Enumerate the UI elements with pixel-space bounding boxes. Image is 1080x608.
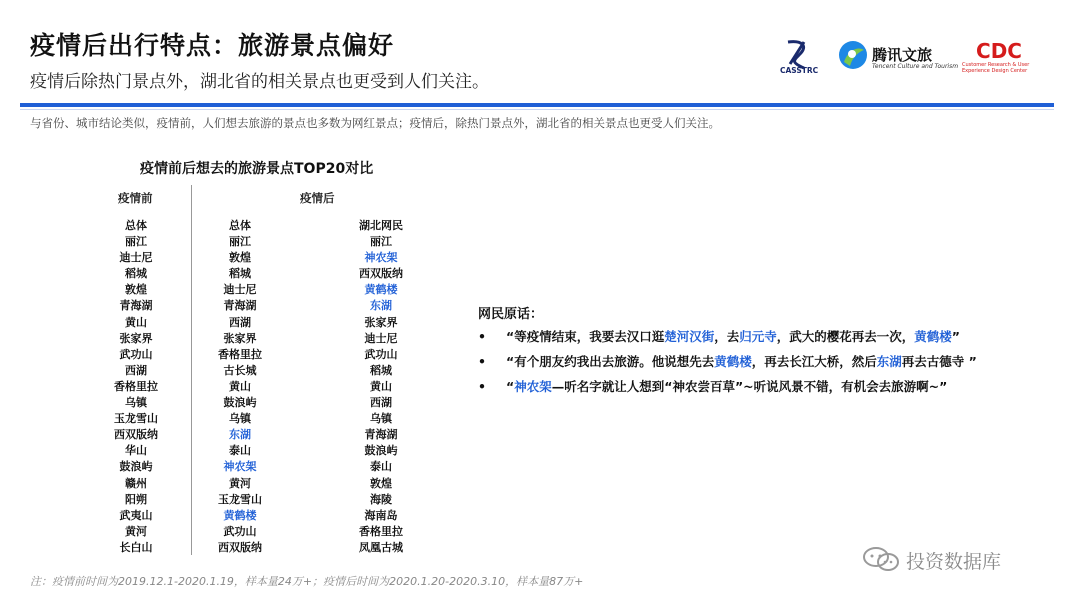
table-cell: 泰山	[370, 460, 392, 474]
cdc-logo-text: CDC	[976, 40, 1022, 62]
table-cell: 香格里拉	[218, 347, 262, 361]
table-cell: 张家界	[119, 331, 153, 345]
table-cell: 黄河	[125, 524, 147, 538]
table-cell: 黄山	[229, 379, 251, 393]
table-cell: 丽江	[370, 235, 392, 249]
table-cell: 迪士尼	[364, 331, 398, 345]
intro-text: 与省份、城市结论类似，疫情前，人们想去旅游的景点也多数为网红景点；疫情后，除热门景点外，湖北省的相关景点也更受人们关注。	[30, 116, 720, 130]
table-cell: 武夷山	[119, 508, 153, 522]
table-cell: 长白山	[119, 540, 153, 554]
table-cell: 华山	[125, 444, 147, 458]
table-cell: 鼓浪屿	[364, 444, 398, 458]
table-cell: 西湖	[370, 396, 392, 410]
bullet-icon: •	[478, 354, 486, 369]
header-accent-bar	[20, 103, 1054, 107]
cdc-logo-subtext: Customer Research & User Experience Design Center	[962, 62, 1030, 74]
quote-item	[478, 377, 947, 395]
table-cell: 青海湖	[364, 428, 398, 442]
page-subtitle: 疫情后除热门景点外，湖北省的相关景点也更受到人们关注。	[30, 72, 489, 92]
quote-text: “等疫情结束，我要去汉口逛	[506, 329, 665, 344]
quote-text: —听名字就让人想到“神农尝百草”~听说风景不错，有机会去旅游啊~”	[551, 379, 948, 394]
cdc-logo-icon	[962, 40, 1036, 62]
table-cell: 东湖	[229, 428, 251, 442]
table-cell: 海南岛	[364, 508, 398, 522]
quote-text: “有个朋友约我出去旅游。他说想先去	[506, 354, 715, 369]
table-cell: 神农架	[223, 460, 257, 474]
quote-item	[478, 327, 960, 345]
table-cell: 鼓浪屿	[223, 396, 257, 410]
page-title: 疫情后出行特点：旅游景点偏好	[30, 31, 395, 60]
tencent-culture-logo-icon	[838, 40, 868, 70]
quote-highlight: 神农架	[514, 379, 552, 394]
quote-text: “	[506, 379, 515, 394]
tencent-culture-logo-subtext: Tencent Culture and Tourism	[872, 63, 959, 70]
table-cell: 古长城	[223, 363, 257, 377]
table-cell: 西湖	[229, 315, 251, 329]
table-cell: 敦煌	[229, 251, 251, 265]
table-cell: 凤凰古城	[359, 540, 403, 554]
table-cell: 黄河	[229, 476, 251, 490]
table-cell: 青海湖	[119, 299, 153, 313]
quote-item	[478, 352, 977, 370]
table-cell: 迪士尼	[119, 251, 153, 265]
table-cell: 武功山	[223, 524, 257, 538]
quote-text: ，去	[714, 329, 740, 344]
table-cell: 黄山	[370, 379, 392, 393]
quote-highlight: 归元寺	[739, 329, 777, 344]
table-cell: 敦煌	[370, 476, 392, 490]
table-cell: 乌镇	[125, 396, 147, 410]
quote-text: ”	[951, 329, 961, 344]
after-hubei-column	[338, 218, 424, 556]
watermark-text: 投资数据库	[906, 551, 1002, 573]
table-cell: 阳朔	[125, 492, 147, 506]
table-cell: 西湖	[125, 363, 147, 377]
table-title: 疫情前后想去的旅游景点TOP20对比	[140, 161, 374, 177]
table-divider	[191, 185, 192, 555]
table-cell: 丽江	[125, 235, 147, 249]
after-total-column	[200, 218, 280, 556]
table-cell: 香格里拉	[114, 379, 158, 393]
table-cell: 张家界	[223, 331, 257, 345]
after-header: 疫情后	[300, 191, 335, 205]
quote-highlight: 黄鹤楼	[914, 329, 952, 344]
quotes-heading: 网民原话：	[478, 307, 544, 322]
table-cell: 泰山	[229, 444, 251, 458]
quote-highlight: 东湖	[876, 354, 902, 369]
table-cell: 西双版纳	[359, 267, 403, 281]
tencent-culture-logo-text: 腾讯文旅	[872, 46, 933, 64]
table-cell: 黄鹤楼	[223, 508, 257, 522]
table-cell: 香格里拉	[359, 524, 403, 538]
table-cell: 玉龙雪山	[114, 412, 158, 426]
quote-highlight: 黄鹤楼	[714, 354, 752, 369]
quote-text: ，武大的樱花再去一次，	[776, 329, 915, 344]
table-cell: 总体	[125, 219, 147, 232]
table-cell: 青海湖	[223, 299, 257, 313]
table-cell: 湖北网民	[359, 219, 403, 232]
before-column	[96, 218, 176, 556]
quote-text: ，再去长江大桥，然后	[751, 354, 877, 369]
table-cell: 海陵	[370, 492, 392, 506]
bullet-icon: •	[478, 379, 486, 394]
table-cell: 乌镇	[370, 412, 392, 426]
table-cell: 乌镇	[229, 412, 251, 426]
quote-highlight: 楚河汉街	[664, 329, 715, 344]
table-cell: 张家界	[364, 315, 398, 329]
table-cell: 赣州	[125, 476, 147, 490]
quote-text: 再去古德寺 ”	[901, 354, 977, 369]
wechat-icon	[862, 546, 902, 572]
table-cell: 敦煌	[125, 283, 147, 297]
table-cell: 东湖	[370, 299, 392, 313]
table-cell: 鼓浪屿	[119, 460, 153, 474]
table-cell: 西双版纳	[114, 428, 158, 442]
before-header: 疫情前	[118, 191, 153, 205]
table-cell: 黄山	[125, 315, 147, 329]
table-cell: 稻城	[370, 363, 392, 377]
table-cell: 丽江	[229, 235, 251, 249]
header-thin-rule	[20, 109, 1054, 110]
footnote: 注：疫情前时间为2019.12.1-2020.1.19，样本量24万+；疫情后时间为2020.1.20-2020.3.10，样本量87万+	[30, 575, 584, 588]
table-cell: 武功山	[119, 347, 153, 361]
table-cell: 稻城	[125, 267, 147, 281]
table-cell: 总体	[229, 219, 251, 232]
table-cell: 稻城	[229, 267, 251, 281]
table-cell: 玉龙雪山	[218, 492, 262, 506]
table-cell: 西双版纳	[218, 540, 262, 554]
table-cell: 武功山	[364, 347, 398, 361]
table-cell: 神农架	[364, 251, 398, 265]
casstrc-logo-text: CASSTRC	[780, 66, 819, 75]
table-cell: 迪士尼	[223, 283, 257, 297]
bullet-icon: •	[478, 329, 486, 344]
table-cell: 黄鹤楼	[364, 283, 398, 297]
